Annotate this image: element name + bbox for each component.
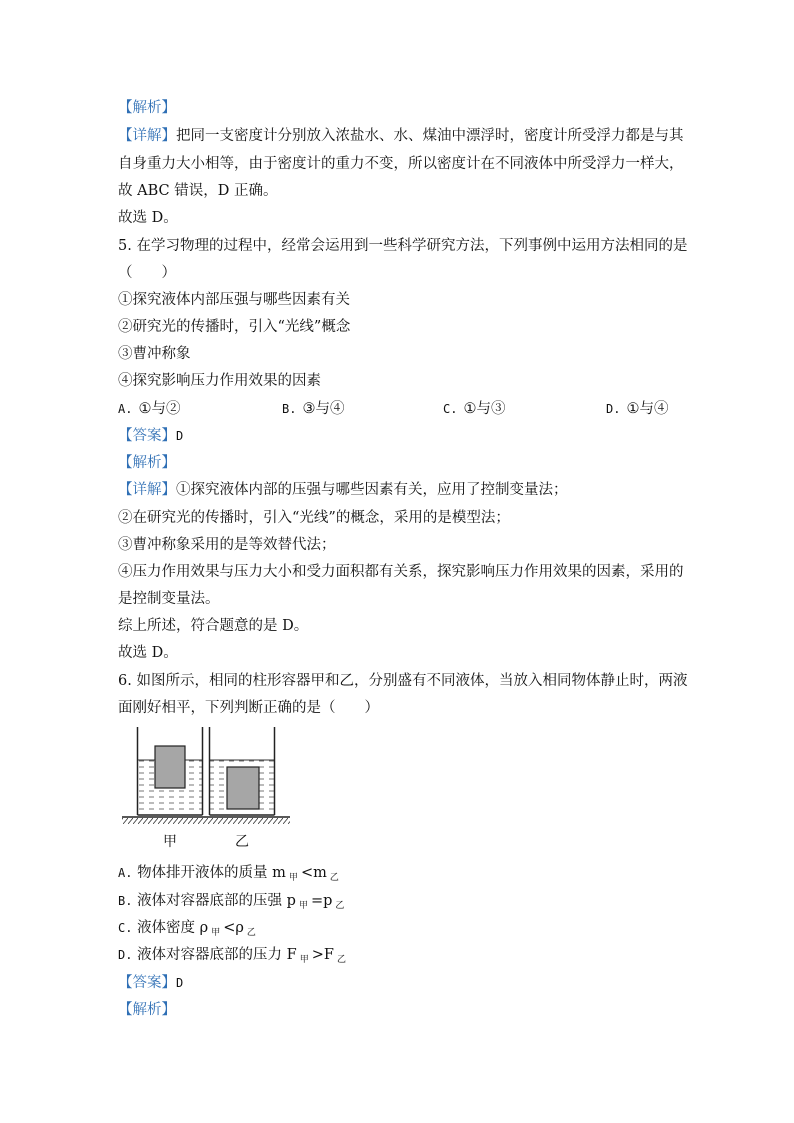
q6-option-a: A. 物体排开液体的质量 m $_甲$ <m $_乙$ xyxy=(118,865,339,883)
q4-detail-line-2: 自身重力大小相等，由于密度计的重力不变，所以密度计在不同液体中所受浮力一样大， xyxy=(118,156,684,172)
q6-stem-line-1: 6. 如图所示，相同的柱形容器甲和乙，分别盛有不同液体，当放入相同物体静止时，两液 xyxy=(118,673,688,689)
q4-conclusion: 故选 D。 xyxy=(118,210,178,226)
q6-stem-line-2: 面刚好相平，下列判断正确的是（ ） xyxy=(118,700,379,716)
q5-conclusion: 故选 D。 xyxy=(118,645,178,661)
q5-item-4: ④探究影响压力作用效果的因素 xyxy=(118,373,321,389)
object-block-yi xyxy=(227,767,259,809)
label-yi: 乙 xyxy=(235,834,249,850)
q5-option-d: D. ①与④ xyxy=(606,401,669,417)
q6-option-d: D. 液体对容器底部的压力 F $_甲$ >F $_乙$ xyxy=(118,947,346,965)
q5-item-2: ②研究光的传播时，引入“光线”概念 xyxy=(118,319,351,335)
q5-option-c: C. ①与③ xyxy=(443,401,506,417)
q5-detail-line-3: ③曹冲称象采用的是等效替代法； xyxy=(118,537,336,553)
container-yi xyxy=(210,727,275,815)
q4-detail-line-1: 【详解】把同一支密度计分别放入浓盐水、水、煤油中漂浮时，密度计所受浮力都是与其 xyxy=(118,128,684,144)
q5-stem-line-1: 5. 在学习物理的过程中，经常会运用到一些科学研究方法，下列事例中运用方法相同的是 xyxy=(118,238,688,254)
containers-figure xyxy=(118,722,298,854)
q6-option-c: C. 液体密度 ρ $_甲$ <ρ $_乙$ xyxy=(118,920,256,938)
analysis-tag: 【解析】 xyxy=(118,100,176,116)
ground-hatch xyxy=(122,818,290,824)
q6-option-b: B. 液体对容器底部的压强 p $_甲$ =p $_乙$ xyxy=(118,893,345,911)
container-jia xyxy=(138,727,203,815)
label-jia: 甲 xyxy=(163,834,177,850)
q5-item-1: ①探究液体内部压强与哪些因素有关 xyxy=(118,292,350,308)
q5-item-3: ③曹冲称象 xyxy=(118,346,191,362)
q6-answer: 【答案】D xyxy=(118,975,184,991)
q5-summary: 综上所述，符合题意的是 D。 xyxy=(118,618,309,634)
q5-option-b: B. ③与④ xyxy=(282,401,345,417)
q5-stem-line-2: （ ） xyxy=(118,265,176,281)
q5-detail-line-4: ④压力作用效果与压力大小和受力面积都有关系，探究影响压力作用效果的因素，采用的 xyxy=(118,564,684,580)
q4-detail-line-3: 故 ABC 错误，D 正确。 xyxy=(118,183,278,199)
q5-analysis-tag: 【解析】 xyxy=(118,455,176,471)
q5-option-a: A. ①与② xyxy=(118,401,181,417)
q6-analysis-tag: 【解析】 xyxy=(118,1002,176,1018)
q5-detail-line-1: 【详解】①探究液体内部的压强与哪些因素有关，应用了控制变量法； xyxy=(118,482,568,498)
detail-tag: 【详解】 xyxy=(118,128,176,144)
q5-detail-line-5: 是控制变量法。 xyxy=(118,591,220,607)
object-block-jia xyxy=(155,746,185,788)
q5-detail-line-2: ②在研究光的传播时，引入“光线”的概念，采用的是模型法； xyxy=(118,510,510,526)
q5-answer: 【答案】D xyxy=(118,428,184,444)
